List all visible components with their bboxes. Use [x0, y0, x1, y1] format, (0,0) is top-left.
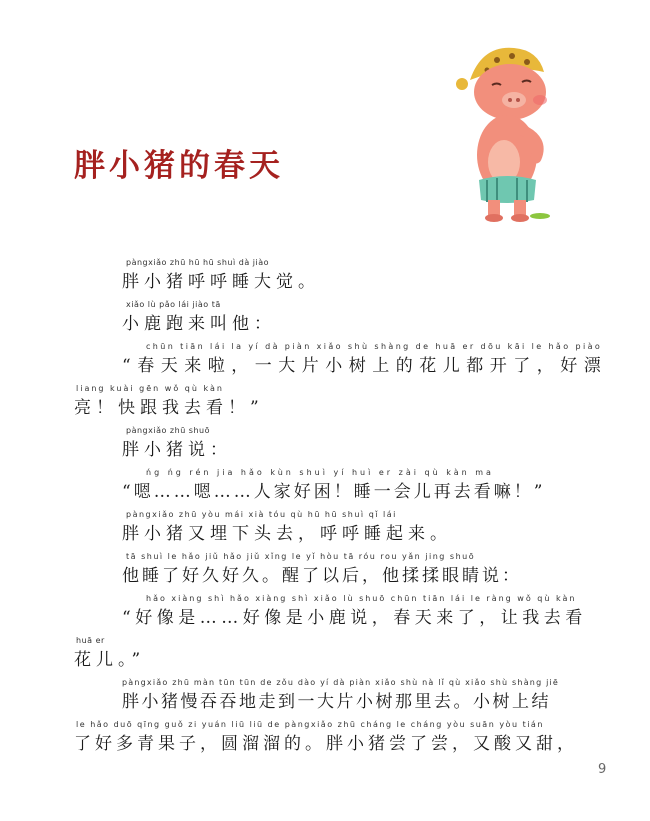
pinyin: ńg ńg rén jia hǎo kùn shuì yí huì er zài qù kàn ma	[146, 468, 494, 477]
hanzi: 他睡了好久好久。醒了以后，他揉揉眼睛说：	[122, 566, 522, 586]
hanzi: 花儿。”	[74, 650, 146, 670]
pinyin: hǎo xiàng shì hǎo xiàng shì xiǎo lù shuō chūn tiān lái le ràng wǒ qù kàn	[146, 594, 577, 603]
hanzi: “好像是……好像是小鹿说，春天来了，让我去看	[122, 608, 587, 628]
hanzi: 胖小猪呼呼睡大觉。	[122, 272, 320, 292]
page-title: 胖小猪的春天	[74, 148, 284, 184]
pinyin: tā shuì le hǎo jiǔ hǎo jiǔ xǐng le yǐ hòu tā róu rou yǎn jing shuō	[126, 552, 476, 561]
hanzi: 胖小猪又埋下头去，呼呼睡起来。	[122, 524, 452, 544]
pig-illustration	[452, 40, 562, 225]
hanzi: 胖小猪慢吞吞地走到一大片小树那里去。小树上结	[122, 692, 551, 712]
pinyin: pàngxiǎo zhū hū hū shuì dà jiào	[126, 258, 270, 267]
pinyin: chūn tiān lái la yí dà piàn xiǎo shù shàng de huā er dōu kāi le hǎo piào	[146, 342, 603, 351]
hanzi: 亮！快跟我去看！”	[74, 398, 264, 418]
pinyin: pàngxiǎo zhū màn tūn tūn de zǒu dào yí dà piàn xiǎo shù nà lǐ qù xiǎo shù shàng jiē	[122, 678, 560, 687]
pinyin: pàngxiǎo zhū yòu mái xià tóu qù hū hū shuì qǐ lái	[126, 510, 397, 519]
pinyin: liang kuài gēn wǒ qù kàn	[76, 384, 224, 393]
hanzi: 胖小猪说：	[122, 440, 232, 460]
hanzi: 了好多青果子，圆溜溜的。胖小猪尝了尝，又酸又甜，	[74, 734, 578, 754]
hanzi: 小鹿跑来叫他：	[122, 314, 276, 334]
pinyin: le hǎo duō qīng guǒ zi yuán liū liū de pàngxiǎo zhū cháng le cháng yòu suān yòu tián	[76, 720, 544, 729]
pinyin: xiǎo lù pǎo lái jiào tā	[126, 300, 221, 309]
hanzi: “春天来啦，一大片小树上的花儿都开了，好漂	[122, 356, 608, 376]
pinyin: pàngxiǎo zhū shuō	[126, 426, 211, 435]
hanzi: “嗯……嗯……人家好困！睡一会儿再去看嘛！”	[122, 482, 546, 502]
page-number: 9	[598, 762, 607, 777]
pinyin: huā er	[76, 636, 105, 645]
